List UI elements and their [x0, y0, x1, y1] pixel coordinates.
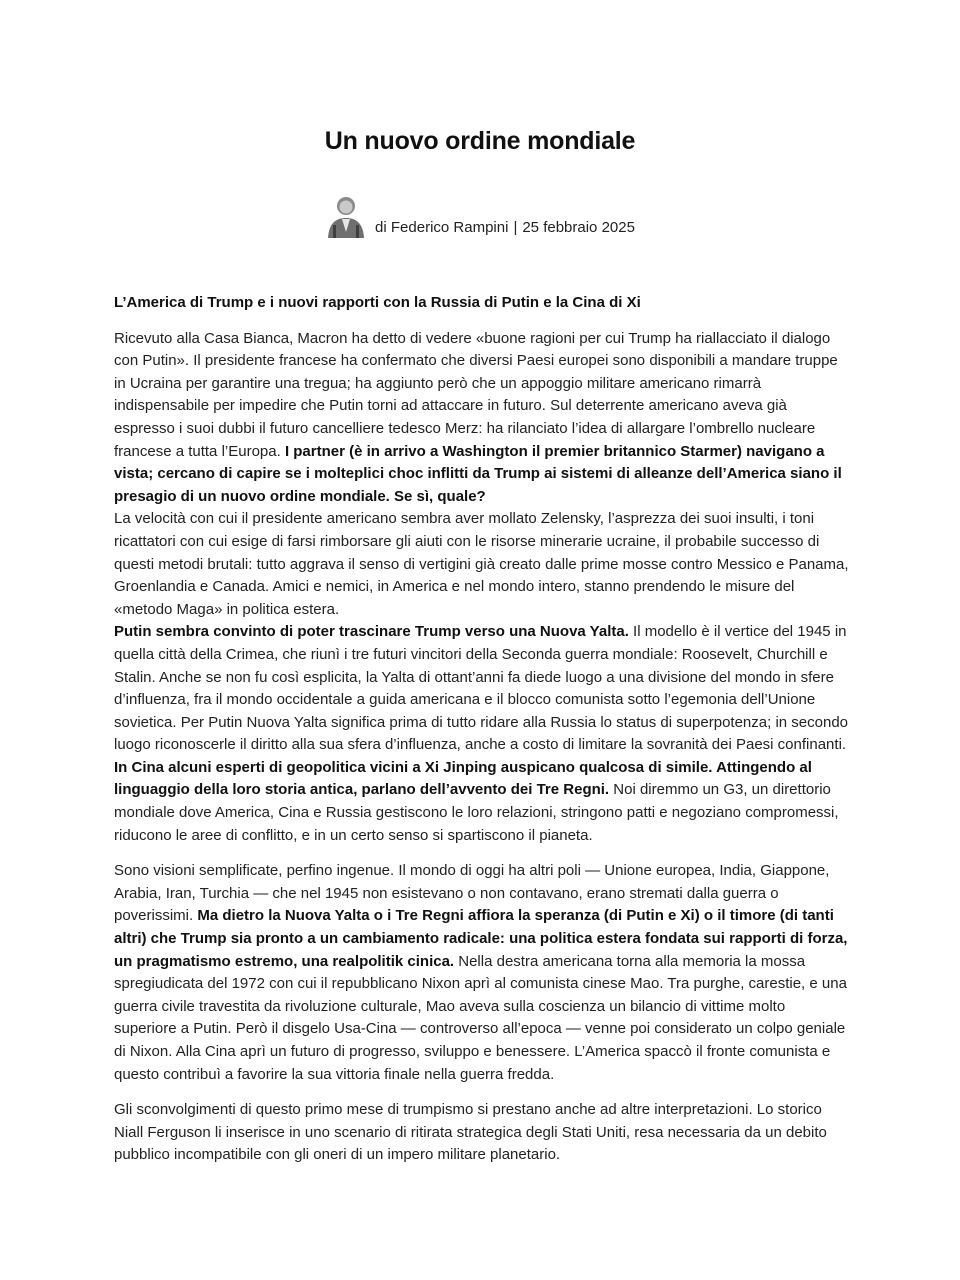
publish-date: 25 febbraio 2025 — [522, 219, 635, 236]
paragraph-6 — [114, 1099, 850, 1167]
text-run-bold: In Cina alcuni esperti di geopolitica vicini a Xi Jinping auspicano qualcosa di simile. Attingendo al linguaggio della loro storia antica, parlano dell’avvento dei Tre Regni. — [114, 758, 812, 799]
text-run: Il modello è il vertice del 1945 in quella città della Crimea, che riunì i tre futuri vincitori della Seconda guerra mondiale: Roosevelt, Churchill e Stalin. Anche se non fu così esplicita, la Yalta di ottant’anni fa diede luogo a una divisione del mondo in sfere d’influenza, fra il mondo occidentale a guida americana e il blocco comunista sotto l’egemonia dell’Unione sovietica. Per Putin Nuova Yalta significa prima di tutto ridare alla Russia lo status di superpotenza; in secondo luogo riconoscerle il diritto alla sua sfera d’influenza, anche a costo di limitare la sovranità dei Paesi confinanti. — [114, 623, 849, 754]
author-name: di Federico Rampini — [375, 219, 509, 236]
text-run: Nella destra americana torna alla memoria la mossa spregiudicata del 1972 con cui il repubblicano Nixon aprì al comunista cinese Mao. Tra purghe, carestie, e una guerra civile travestita da rivoluzione culturale, Mao aveva sulla coscienza un bilancio di vittime molto superiore a Putin. Però il disgelo Usa-Cina — controverso all’epoca — venne poi considerato un colpo geniale di Nixon. Alla Cina aprì un futuro di progresso, sviluppo e benessere. L’America spaccò il fronte comunista e questo contribuì a favorire la sua vittoria finale nella guerra fredda. — [114, 952, 847, 1083]
byline-separator: | — [513, 219, 518, 236]
article-title: Un nuovo ordine mondiale — [324, 126, 636, 155]
text-run-bold: Ma dietro la Nuova Yalta o i Tre Regni affiora la speranza (di Putin e Xi) o il timore (di tanti altri) che Trump sia pronto a un cambiamento radicale: una politica estera fondata sui rapporti di forza, un pragmatismo estremo, una realpolitik cinica. — [114, 907, 848, 970]
byline — [0, 192, 960, 238]
paragraph-2 — [114, 508, 850, 621]
paragraph-5 — [114, 860, 850, 1086]
paragraph-1 — [114, 328, 850, 509]
article-body — [114, 292, 850, 1167]
article-subhead: L’America di Trump e i nuovi rapporti con la Russia di Putin e la Cina di Xi — [114, 294, 641, 311]
paragraph-3 — [114, 621, 850, 757]
text-run-bold: I partner (è in arrivo a Washington il premier britannico Starmer) navigano a vista; cercano di capire se i molteplici choc inflitti da Trump ai sistemi di alleanze dell’America siano il presagio di un nuovo ordine mondiale. Se sì, quale? — [114, 442, 842, 505]
text-run: Gli sconvolgimenti di questo primo mese di trumpismo si prestano anche ad altre interpretazioni. Lo storico Niall Ferguson li inserisce in uno scenario di ritirata strategica degli Stati Uniti, resa necessaria da un debito pubblico incompatibile con gli oneri di un impero militare planetario. — [114, 1101, 827, 1164]
text-run: La velocità con cui il presidente americano sembra aver mollato Zelensky, l’asprezza dei suoi insulti, i toni ricattatori con cui esige di farsi rimborsare gli aiuti con le risorse minerarie ucraine, il probabile successo di questi metodi brutali: tutto aggrava il senso di vertigini già creato dalle prime mosse contro Messico e Panama, Groenlandia e Canada. Amici e nemici, in America e nel mondo intero, stanno prendendo le misure del «metodo Maga» in politica estera. — [114, 510, 849, 618]
paragraph-4 — [114, 757, 850, 847]
text-run: Sono visioni semplificate, perfino ingenue. Il mondo di oggi ha altri poli — Unione europea, India, Giappone, Arabia, Iran, Turchia — che nel 1945 non esistevano o non contavano, erano stremati dalla guerra o poverissimi. — [114, 862, 830, 925]
author-avatar — [325, 192, 367, 238]
text-run: Ricevuto alla Casa Bianca, Macron ha detto di vedere «buone ragioni per cui Trump ha riallacciato il dialogo con Putin». Il presidente francese ha confermato che diversi Paesi europei sono disponibili a mandare truppe in Ucraina per garantire una tregua; ha aggiunto però che un appoggio militare americano rimarrà indispensabile per impedire che Putin torni ad attaccare in futuro. Sul deterrente americano aveva già espresso i suoi dubbi il futuro cancelliere tedesco Merz: ha rilanciato l’idea di allargare l’ombrello nucleare francese a tutta l’Europa. — [114, 329, 838, 460]
text-run-bold: Putin sembra convinto di poter trascinare Trump verso una Nuova Yalta. — [114, 623, 629, 641]
text-run: Noi diremmo un G3, un direttorio mondiale dove America, Cina e Russia gestiscono le loro relazioni, stringono patti e negoziano compromessi, riducono le aree di conflitto, e in un certo senso si spartiscono il pianeta. — [114, 781, 839, 844]
